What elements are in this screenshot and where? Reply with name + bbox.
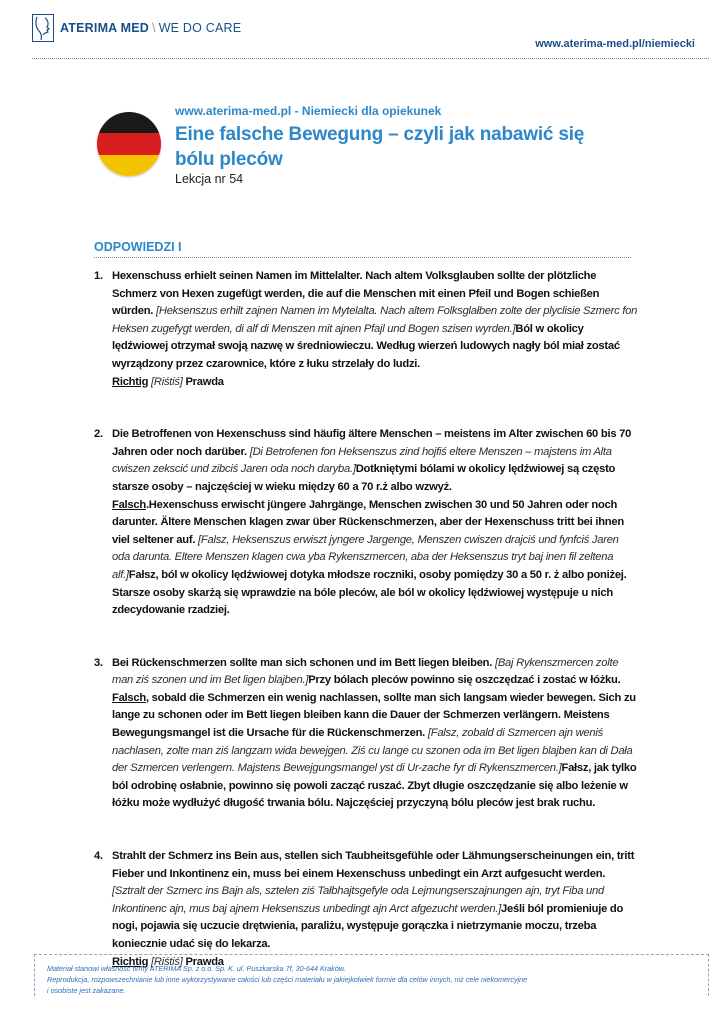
answer-label: Richtig bbox=[112, 955, 149, 968]
polish-text: Jeśli ból promieniuje do nogi, pojawia się uczucie drętwienia, paraliżu, występuje gorączka i nietrzymanie moczu, trzeba koniecznie udać się do lekarza. bbox=[112, 902, 624, 950]
footer-notice bbox=[34, 954, 709, 996]
question-item bbox=[94, 655, 639, 813]
logo-face-icon bbox=[32, 14, 54, 42]
answer-phonetic: [Falsz, zobald di Szmercen ajn weniś nachlasen, zolte man ziś langzam wida bewejgen. Ziś cu lange cu szonen oda im Bet ligen blajben kan di Dała der Szmercen verlengern. Majstens Bewejgungsmangel yst di Ur-zache fyr di Rykenszmercen.] bbox=[112, 727, 633, 775]
answer-label: Falsch bbox=[112, 691, 146, 704]
answer-label: Richtig bbox=[112, 375, 149, 388]
header-divider bbox=[32, 58, 709, 59]
logo-separator: \ bbox=[152, 21, 156, 35]
question-item bbox=[94, 848, 639, 971]
site-line: www.aterima-med.pl - Niemiecki dla opiekunek bbox=[175, 104, 442, 118]
phonetic-text: [Sztralt der Szmerc ins Bajn als, sztelen ziś Tałbhajtsgefyle oda Lejmungserszajnungen ajn, tryt Fiba und Inkontinenc ajn, mus baj ajnem Heksenszus unbedingt ajn Arct afgezucht werden.] bbox=[112, 885, 604, 915]
logo-tagline: WE DO CARE bbox=[158, 21, 242, 35]
answer-polish: Fałsz, jak tylko ból odrobinę osłabnie, powinno się powoli zacząć ruszać. Zbyt długie oszczędzanie się albo leżenie w łóżku może wydłużyć długość trwania bólu. Najczęściej przyczyną bólu pleców jest brak ruchu. bbox=[112, 762, 637, 810]
answer-phonetic: [Falsz, Heksenszus erwiszt jyngere Jargenge, Menszen cwiszen drajciś und fynfciś Jaren oda darunta. Eltere Menszen klagen cwa yba Rykenszmercen, aba der Heksenszus tryt baj inen fil zeltena alf.] bbox=[112, 533, 619, 581]
german-text: Strahlt der Schmerz ins Bein aus, stellen sich Taubheitsgefühle oder Lähmungserscheinungen ein, tritt Fieber und Inkontinenz ein, muss bei einem Hexenschuss unbedingt ein Arzt aufgesucht werden. bbox=[112, 850, 635, 880]
footer-line: Materiał stanowi własność firmy ATERIMA Sp. z o.o. Sp. K. ul. Puszkarska 7f, 30-644 Kraków. bbox=[47, 964, 346, 973]
footer-line: i osobiste jest zakazane. bbox=[47, 986, 126, 995]
answer-polish: Prawda bbox=[185, 375, 224, 388]
section-title: ODPOWIEDZI I bbox=[94, 240, 182, 254]
answer-german-text: , sobald die Schmerzen ein wenig nachlassen, sollte man sich langsam wieder bewegen. Sich zu lange zu schonen oder im Bett liegen bleiben kann die Dauer der Schmerzen verlängern. Meistens Bewegungsmangel ist die Ursache für die Rückenschmerzen. bbox=[112, 691, 636, 740]
footer-line: Reprodukcja, rozpowszechnianie lub inne wykorzystywanie całości lub części materiału w jakiejkolwiek formie dla celów innych, niż cele niekomercyjne bbox=[47, 975, 528, 984]
german-flag-icon bbox=[97, 112, 161, 176]
german-text: Bei Rückenschmerzen sollte man sich schonen und im Bett liegen bleiben. bbox=[112, 656, 493, 669]
polish-text: Przy bólach pleców powinno się oszczędzać i zostać w łóżku. bbox=[308, 674, 621, 687]
question-number: 3. bbox=[94, 656, 103, 669]
header-url-link[interactable]: www.aterima-med.pl/niemiecki bbox=[535, 38, 695, 50]
answers-list bbox=[94, 268, 639, 971]
phonetic-text: [Di Betrofenen fon Heksenszus zind hojfiś eltere Menszen – majstens im Alta cwiszen zekscić und zibciś Jaren oda noch daryba.] bbox=[112, 445, 612, 476]
lesson-number: Lekcja nr 54 bbox=[175, 172, 244, 186]
phonetic-text: [Baj Rykenszmercen zolte man ziś szonen und im Bet ligen blajben.] bbox=[112, 656, 619, 687]
section-divider bbox=[94, 257, 631, 258]
answer-polish: Prawda bbox=[185, 955, 224, 968]
german-text: Die Betroffenen von Hexenschuss sind häufig ältere Menschen – meistens im Alter zwischen 60 bis 70 Jahren oder noch darüber. bbox=[112, 428, 632, 458]
question-number: 1. bbox=[94, 270, 103, 282]
logo-text bbox=[60, 21, 241, 35]
phonetic-text: [Heksenszus erhilt zajnen Namen im Mytelalta. Nach altem Folksglałben zolte der plyclisie Szmerc fon Heksen zugefygt werden, di alf di Menszen mit ajnen Pfajl und Bogen szisen wyrden.] bbox=[112, 305, 638, 335]
answer-label: Falsch bbox=[112, 498, 146, 511]
logo-brand: ATERIMA MED bbox=[60, 21, 149, 35]
answer-german-text: .Hexenschuss erwischt jüngere Jahrgänge, Menschen zwischen 30 und 50 Jahren oder noch darunter. Ältere Menschen klagen zwar über Rückenschmerzen, aber der Hexenschuss tritt bei ihnen viel seltener auf. bbox=[112, 498, 624, 546]
logo[interactable] bbox=[32, 14, 241, 42]
polish-text: Dotkniętymi bólami w okolicy lędźwiowej są często starsze osoby – najczęściej w wieku między 60 a 70 r.ż albo wzwyż. bbox=[112, 463, 616, 493]
page-header bbox=[0, 0, 725, 60]
answer-phonetic: [Riśtiś] bbox=[151, 375, 183, 388]
question-number: 2. bbox=[94, 428, 103, 441]
answer-polish: Fałsz, ból w okolicy lędźwiowej dotyka młodsze roczniki, osoby pomiędzy 30 a 50 r. ż albo poniżej. Starsze osoby skarżą się wprawdzie na bóle pleców, ale ból w okolicy lędźwiowej występuje u nich zdecydowanie rzadziej. bbox=[112, 568, 627, 617]
question-item bbox=[94, 426, 639, 620]
german-text: Hexenschuss erhielt seinen Namen im Mittelalter. Nach altem Volksglauben sollte der plötzliche Schmerz von Hexen zugefügt werden, die auf die Menschen mit einen Pfeil und Bogen schießen würden. bbox=[112, 270, 600, 318]
question-item bbox=[94, 268, 639, 391]
answer-phonetic: [Riśtiś] bbox=[151, 955, 183, 968]
polish-text: Ból w okolicy lędźwiowej otrzymał swoją nazwę w średniowieczu. Według wierzeń ludowych nagły ból miał zostać wyrządzony przez czarownice, które z łuku strzelały do ludzi. bbox=[112, 322, 620, 370]
question-number: 4. bbox=[94, 850, 103, 863]
page-title: Eine falsche Bewegung – czyli jak nabawić się bólu pleców bbox=[175, 124, 585, 170]
